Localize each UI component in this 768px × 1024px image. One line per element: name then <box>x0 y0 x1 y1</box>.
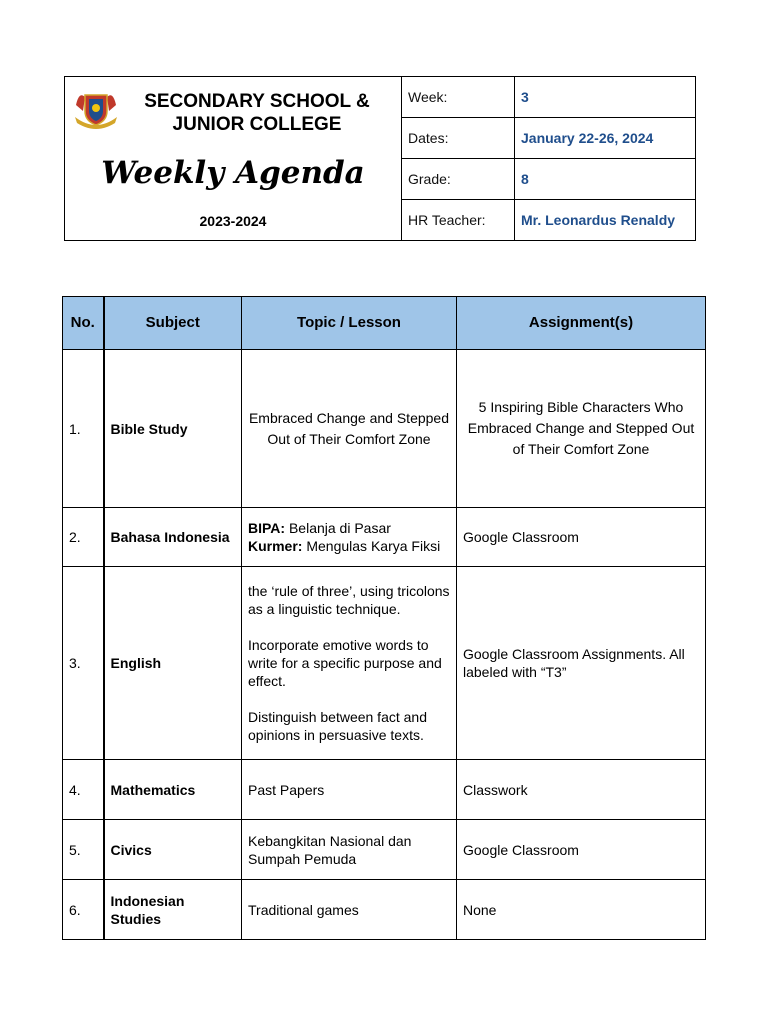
week-label: Week: <box>402 77 515 118</box>
column-header-topic: Topic / Lesson <box>242 297 457 350</box>
hr-teacher-value: Mr. Leonardus Renaldy <box>515 200 696 241</box>
table-row <box>63 820 706 880</box>
week-value: 3 <box>515 77 696 118</box>
row-subject: Indonesian Studies <box>104 880 242 940</box>
hr-teacher-label: HR Teacher: <box>402 200 515 241</box>
row-number: 6. <box>63 880 104 940</box>
row-subject: Mathematics <box>104 760 242 820</box>
page-title: Weekly Agenda <box>101 155 365 191</box>
table-row <box>63 567 706 760</box>
row-subject: Bahasa Indonesia <box>104 508 242 567</box>
row-topic <box>242 567 457 760</box>
row-assignment: Google Classroom Assignments. All labeled with “T3” <box>457 567 706 760</box>
bipa-topic: Belanja di Pasar <box>285 520 391 536</box>
agenda-table <box>62 296 706 940</box>
row-subject: Civics <box>104 820 242 880</box>
table-row <box>63 508 706 567</box>
topic-paragraph: the ‘rule of three’, using tricolons as a linguistic technique. <box>248 583 450 617</box>
school-year: 2023-2024 <box>199 213 267 229</box>
table-row <box>63 760 706 820</box>
column-header-no: No. <box>63 297 104 350</box>
row-topic: Past Papers <box>242 760 457 820</box>
row-assignment: Classwork <box>457 760 706 820</box>
row-number: 1. <box>63 350 104 508</box>
row-assignment: Google Classroom <box>457 508 706 567</box>
grade-value: 8 <box>515 159 696 200</box>
table-row <box>63 350 706 508</box>
row-number: 3. <box>63 567 104 760</box>
row-subject: Bible Study <box>104 350 242 508</box>
row-topic: Embraced Change and Stepped Out of Their Comfort Zone <box>242 350 457 508</box>
school-brand-cell <box>65 77 402 241</box>
row-number: 2. <box>63 508 104 567</box>
kurmer-topic: Mengulas Karya Fiksi <box>302 538 441 554</box>
row-assignment: Google Classroom <box>457 820 706 880</box>
topic-paragraph: Incorporate emotive words to write for a specific purpose and effect. <box>248 637 442 689</box>
kurmer-label: Kurmer: <box>248 538 303 554</box>
column-header-assignment: Assignment(s) <box>457 297 706 350</box>
school-name: SECONDARY SCHOOL & JUNIOR COLLEGE <box>144 91 370 135</box>
row-number: 4. <box>63 760 104 820</box>
grade-label: Grade: <box>402 159 515 200</box>
row-assignment: None <box>457 880 706 940</box>
row-topic: Kebangkitan Nasional dan Sumpah Pemuda <box>242 820 457 880</box>
column-header-subject: Subject <box>104 297 242 350</box>
row-subject: English <box>104 567 242 760</box>
row-topic <box>242 508 457 567</box>
row-number: 5. <box>63 820 104 880</box>
row-assignment: 5 Inspiring Bible Characters Who Embraced Change and Stepped Out of Their Comfort Zone <box>457 350 706 508</box>
bipa-label: BIPA: <box>248 520 286 536</box>
school-crest-icon <box>71 87 121 131</box>
table-row <box>63 880 706 940</box>
dates-label: Dates: <box>402 118 515 159</box>
topic-paragraph: Distinguish between fact and opinions in persuasive texts. <box>248 709 427 743</box>
row-topic: Traditional games <box>242 880 457 940</box>
header-table <box>64 76 696 241</box>
dates-value: January 22-26, 2024 <box>515 118 696 159</box>
